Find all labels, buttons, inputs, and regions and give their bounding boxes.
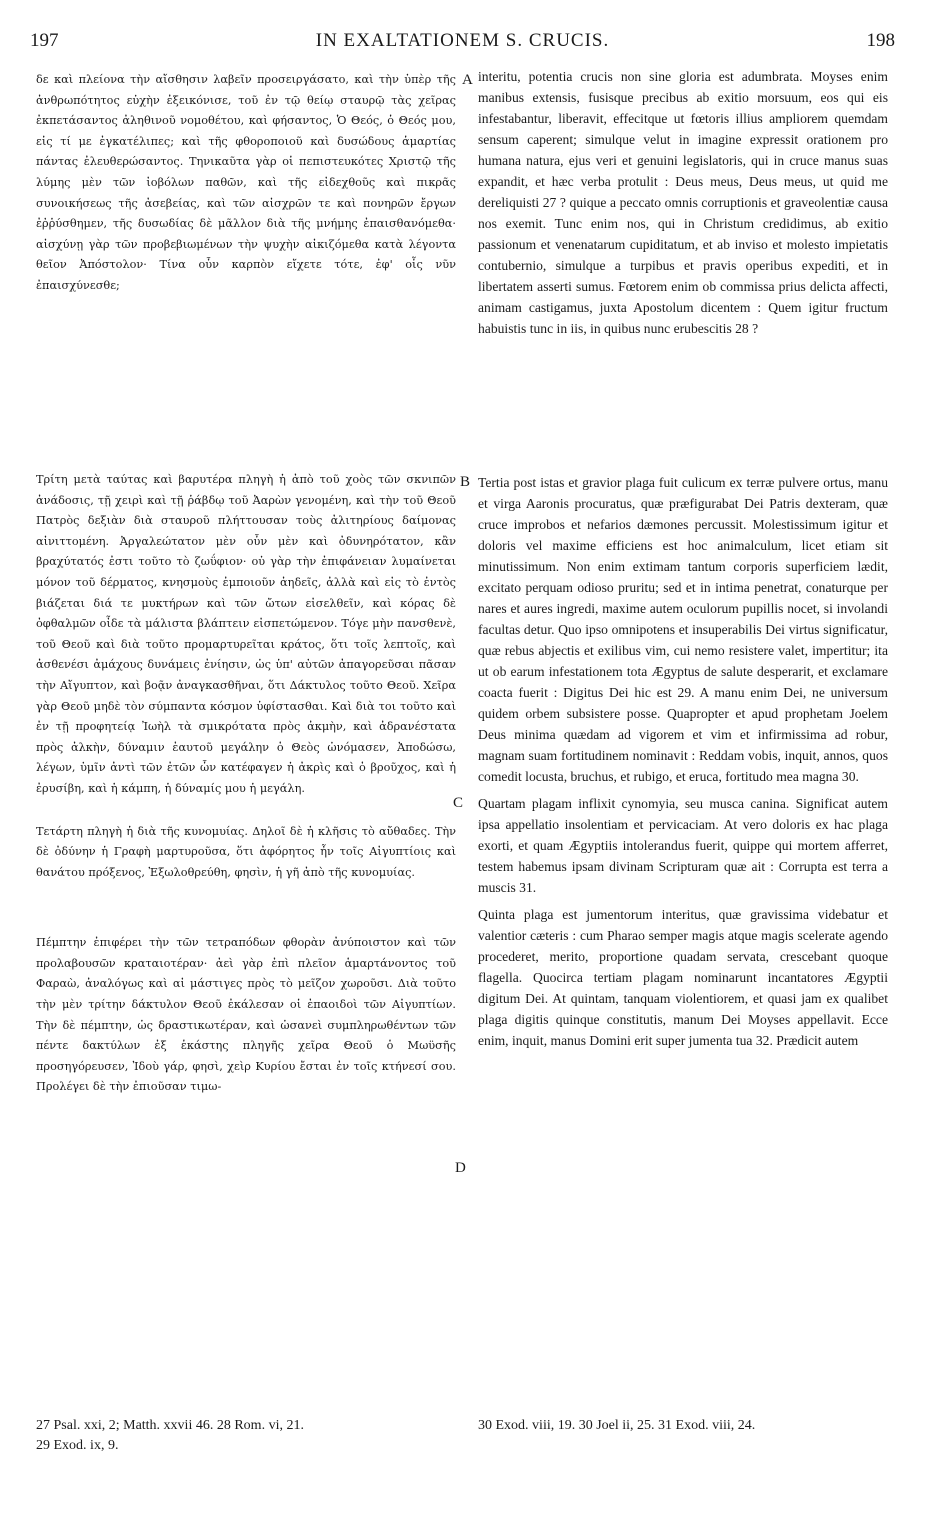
running-header: [30, 30, 895, 56]
latin-column-lower: [478, 472, 888, 1051]
latin-column-top: [478, 66, 888, 339]
footnote-left-2: 29 Exod. ix, 9.: [36, 1438, 119, 1453]
greek-paragraph-intro: δε καὶ πλείονα τὴν αἴσθησιν λαβεῖν προσειργάσατο, καὶ τὴν ὑπὲρ τῆς ἀνθρωπότητος εὐχὴν ἐξεικόνισε, τοῦ ἐν τῷ θείῳ σταυρῷ τὰς χεῖρας ἐκπετάσαντος ἀληθινοῦ νομοθέτου, καὶ φήσαντος, Ὁ Θεός, ὁ Θεός μου, εἰς τί με ἐγκατέλιπες; καὶ τῆς φθοροποιοῦ καὶ δυσώδους ἁμαρτίας πάντας ἐλευθερώσαντος. Τηνικαῦτα γὰρ οἱ πεπιστευκότες Χριστῷ τῆς λύμης μὲν τῶν ἰοβόλων παθῶν, καὶ τῆς εἰδεχθοῦς καὶ πικρᾶς συνοικήσεως τῆς ἀσεβείας, καὶ τῶν αἰσχρῶν τε καὶ πονηρῶν ἔργων ἐῤῥύσθημεν, τῆς δυσωδίας δὲ μᾶλλον διὰ τῆς μνήμης ἐπαισθανόμεθα· αἰσχύνῃ γὰρ τῶν προβεβιωμένων τὴν ψυχὴν αἰκιζόμεθα κατὰ λέγοντα θεῖον Ἀπόστολον· Τίνα οὖν καρπὸν εἴχετε τότε, ἐφ' οἷς νῦν ἐπαισχύνεσθε;: [36, 73, 456, 292]
margin-letter-c: C: [453, 795, 464, 811]
greek-column-top: [36, 70, 456, 297]
greek-column-lower: [36, 470, 456, 1098]
margin-letter-d: D: [455, 1160, 466, 1176]
latin-paragraph-tertia: Tertia post istas et gravior plaga fuit culicum ex terræ pulvere ortus, manu et virga Aaronis procuratus, quæ præfigurabat Dei Patris dexteram, quæ cruce improbos et nefarios dæmones percussit. Molestissimum igitur et doloris vel maxime efficiens est hoc animalculum, licet etiam sit minutissimum. Non enim extimam tantum corporis superficiem lædit, excitato perquam odioso pruritu; sed et in intima penetrat, conaturque per nares et aures ingredi, maxime autem oculorum pupillis nocet, si involandi facultas detur. Quo ipso omnipotens et insuperabilis Dei virtus significatur, quæ rebus abjectis et exilibus vim, cui nemo resistere valet, impertitur; ita ut ob earum infestationem tota Ægyptus de salute desperarit, et exclamare coacta fuerit : Digitus Dei hic est 29. A manu enim Dei, ne universum quidem orbem subsistere posse. Quapropter et apud prophetam Joelem Deus minima quædam ad vigorem et vim et infirmissima ad robur, magnam suam fortitudinem nominavit : Reddam vobis, inquit, annos, quos comedit locusta, bruchus, et rubigo, et eruca, fortitudo mea magna 30.: [478, 475, 888, 784]
latin-paragraph-quinta: Quinta plaga est jumentorum interitus, quæ gravissima videbatur et valentior cæteris : cum Pharao semper magis atque magis scelerate agendo procederet, merito, proportione quadam servata, crescebant quoque flagella. Quocirca tertiam plagam nominarunt incantatores Ægyptii digitum Dei. At quintam, tanquam violentiorem, et quasi jam ex qualibet plaga digitis quinque constitutis, manum Dei Moyses appellavit. Ecce enim, inquit, manus Domini erit super jumenta tua 32. Prædicit autem: [478, 907, 888, 1048]
footnote-right-1: 30 Exod. viii, 19. 30 Joel ii, 25. 31 Exod. viii, 24.: [478, 1418, 756, 1433]
latin-paragraph-intro: interitu, potentia crucis non sine gloria est adumbrata. Moyses enim manibus extensis, fusisque precibus ab exitio morsuum, eos qui eis infestabantur, liberavit, effecitque ut fœtoris illius ampliorem quemdam sensum caperent; simulque velut in imagine expressit orationem pro humana natura, ejus veri et genuini legislatoris, qui in cruce manus suas expandit, et hæc verba protulit : Deus meus, Deus meus, ut quid me dereliquisti 27 ? quique a peccato omnis corruptionis et graveolentiæ causa nos exemit. Tunc enim nos, qui in Christum credidimus, ab exitio passionum et venenatarum cupiditatum, et ab inviso et molesto impietatis contubernio, simulque a turpibus et pravis operibus expediti, et in libertatem asserti sumus. Fœtorem enim ob commissa prius delicta affecti, animam castigamus, juxta Apostolum dicentem : Quem igitur fructum habuistis tunc in iis, in quibus nunc erubescitis 28 ?: [478, 69, 888, 336]
greek-paragraph-fifth-plague: Πέμπτην ἐπιφέρει τὴν τῶν τετραπόδων φθορὰν ἀνύποιστον καὶ τῶν προλαβουσῶν κραταιοτέραν· ἀεὶ γὰρ ἐπὶ πλεῖον ἁμαρτάνοντος τοῦ Φαραὼ, ἀναλόγως καὶ αἱ μάστιγες πρὸς τὸ μεῖζον χωροῦσι. Διὰ τοῦτο τὴν μὲν τρίτην δάκτυλον Θεοῦ ἐκάλεσαν οἱ ἐπαοιδοὶ τῶν Αἰγυπτίων. Τὴν δὲ πέμπτην, ὡς δραστικωτέραν, καὶ ὡσανεὶ συμπληρωθέντων τῶν πέντε δακτύλων ἐξ ἑκάστης πληγῆς χεῖρα Θεοῦ ὁ Μωϋσῆς προσηγόρευσεν, Ἰδοὺ γάρ, φησὶ, χεὶρ Κυρίου ἔσται ἐν τοῖς κτήνεσί σου. Προλέγει δὲ τὴν ἐπιοῦσαν τιμω-: [36, 936, 456, 1094]
footnote-left-1: 27 Psal. xxi, 2; Matth. xxvii 46. 28 Rom. vi, 21.: [36, 1418, 304, 1433]
running-title: IN EXALTATIONEM S. CRUCIS.: [315, 30, 610, 51]
page-number-left: 197: [30, 30, 59, 51]
greek-paragraph-fourth-plague: Τετάρτη πληγὴ ἡ διὰ τῆς κυνομυίας. Δηλοῖ δὲ ἡ κλῆσις τὸ αὔθαδες. Τὴν δὲ ὀδύνην ἡ Γραφὴ μαρτυροῦσα, ὅτι ἀφόρητος ἦν τοῖς Αἰγυπτίοις καὶ θανάτου πρόξενος, Ἐξωλοθρεύθη, φησὶν, ἡ γῆ ἀπὸ τῆς κυνομυίας.: [36, 824, 456, 879]
page-number-right: 198: [866, 30, 895, 51]
greek-paragraph-third-plague: Τρίτη μετὰ ταύτας καὶ βαρυτέρα πληγὴ ἡ ἀπὸ τοῦ χοὸς τῶν σκνιπῶν ἀνάδοσις, τῇ χειρὶ καὶ τῇ ῥάβδῳ τοῦ Ἀαρὼν γενομένη, καὶ τὴν τοῦ Θεοῦ Πατρὸς δεξιὰν διὰ σταυροῦ πλήττουσαν τοὺς ἀλιτηρίους δαίμονας αἰνιττομένη. Ἀργαλεώτατον μὲν οὖν μὲν καὶ ὀδυνηρότατον, κἂν βραχύτατός ἐστι τοῦτο τὸ ζωΰφιον· οὐ γὰρ τὴν ἐπιφάνειαν λυμαίνεται μόνον τοῦ δέρματος, κνησμοὺς ἐμποιοῦν ἀηδεῖς, ἀλλὰ καὶ εἰς τὸ ἐντὸς βιάζεται διά τε μυκτήρων καὶ τῶν ὤτων εἰσελθεῖν, καὶ κόρας δὲ ὀφθαλμῶν οἶδε τὰ μάλιστα βλάπτειν εἰσπετώμενον. Τόγε μὴν πανσθενὲ, τοῦ Θεοῦ καὶ διὰ τοῦτο προμαρτυρεῖται κράτος, ὅτι τοῖς λεπτοῖς, καὶ ἀσθενέσι ἀμάχους δυνάμεις ἐνίησιν, ὡς ὑπ' αὐτῶν ἀπαγορεῦσαι πᾶσαν τὴν Αἴγυπτον, καὶ βοᾷν ἀναγκασθῆναι, ὅτι Δάκτυλος τοῦτο Θεοῦ. Χεῖρα γὰρ Θεοῦ μηδὲ τὸν σύμπαντα κόσμον ὑφίστασθαι. Καὶ διὰ τοι τοῦτο καὶ ἐν τῇ προφητείᾳ Ἰωὴλ τὰ σμικρότατα πρὸς ἀκμὴν, καὶ ἀδρανέστατα πρὸς ἀλκὴν, δύναμιν ἑαυτοῦ μεγάλην ὁ Θεὸς ὠνόμασεν, Ἀποδώσω, λέγων, ὑμῖν ἀντὶ τῶν ἐτῶν ὧν κατέφαγεν ἡ ἀκρὶς καὶ ὁ βροῦχος, καὶ ἡ ἐρυσίβη, καὶ ἡ κάμπη, ἡ δύναμίς μου ἡ μεγάλη.: [36, 473, 456, 795]
margin-letter-b: B: [460, 474, 471, 490]
margin-letter-a: A: [462, 72, 473, 88]
latin-paragraph-quarta: Quartam plagam inflixit cynomyia, seu musca canina. Significat autem ipsa appellatio insolentiam et pervicaciam. At vero doloris ex hac plaga exorti, et quam Ægyptiis intolerandus fuerit, quippe qui mortem afferret, testem habemus ipsam divinam Scripturam quæ ait : Corrupta est terra a muscis 31.: [478, 796, 888, 895]
